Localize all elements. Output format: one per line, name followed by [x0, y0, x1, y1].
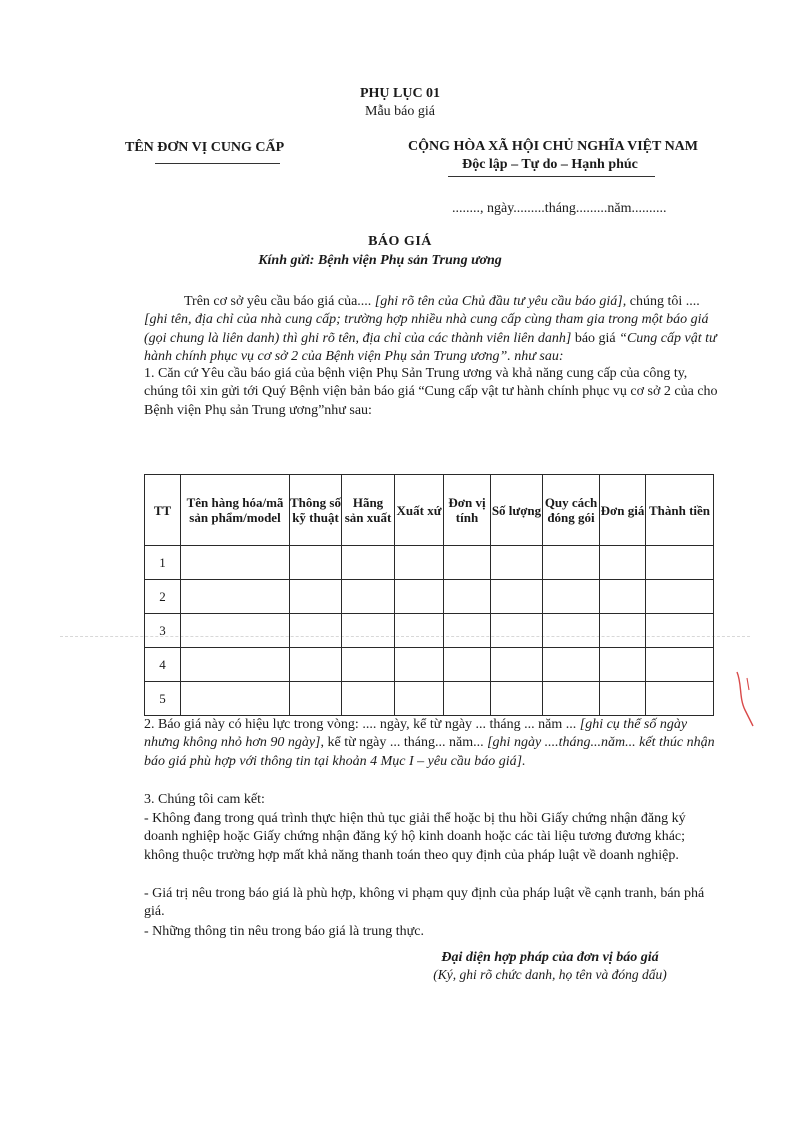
row-number: 4	[145, 648, 181, 682]
table-cell	[491, 648, 543, 682]
table-cell	[543, 614, 600, 648]
intro-paragraph	[144, 293, 719, 367]
table-cell	[342, 648, 395, 682]
table-cell	[181, 682, 290, 716]
table-cell	[491, 682, 543, 716]
table-cell	[444, 546, 491, 580]
validity-text-2: , kể từ ngày ... tháng... năm...	[320, 735, 488, 751]
table-cell	[181, 648, 290, 682]
intro-note-1: [ghi rõ tên của Chủ đầu tư yêu cầu báo giá],	[374, 294, 627, 309]
col-header-quantity: Số lượng	[491, 475, 543, 546]
validity-note-1: [ghi cụ thể số ngày nhưng không nhỏ hơn 90 ngày]	[144, 717, 688, 751]
table-cell	[444, 580, 491, 614]
table-cell	[491, 614, 543, 648]
table-cell	[290, 614, 342, 648]
table-cell	[395, 648, 444, 682]
supplier-underline	[155, 163, 280, 164]
commitment-item: - Không đang trong quá trình thực hiện thủ tục giải thể hoặc bị thu hồi Giấy chứng nhận đăng ký doanh nghiệp hoặc Giấy chứng nhận đăng ký hộ kinh doanh hoặc các tài liệu tương đương khác; không thuộc trường hợp mất khả năng thanh toán theo quy định của pháp luật về doanh nghiệp.	[144, 811, 686, 863]
table-cell	[342, 682, 395, 716]
col-header-specifications: Thông số kỹ thuật	[290, 475, 342, 546]
col-header-unit: Đơn vị tính	[444, 475, 491, 546]
table-cell	[181, 614, 290, 648]
table-row	[145, 546, 714, 580]
table-cell	[543, 546, 600, 580]
col-header-packaging: Quy cách đóng gói	[543, 475, 600, 546]
nation-heading: CỘNG HÒA XÃ HỘI CHỦ NGHĨA VIỆT NAM	[407, 139, 698, 154]
row-number: 2	[145, 580, 181, 614]
appendix-title: PHỤ LỤC 01	[359, 86, 441, 101]
col-header-origin: Xuất xứ	[395, 475, 444, 546]
table-cell	[600, 580, 646, 614]
intro-text-3: báo giá	[571, 330, 620, 346]
margin-pen-mark	[733, 668, 757, 728]
table-row	[145, 648, 714, 682]
table-cell	[395, 682, 444, 716]
col-header-product-name: Tên hàng hóa/mã sản phẩm/model	[181, 475, 290, 546]
table-cell	[342, 546, 395, 580]
table-cell	[444, 648, 491, 682]
table-cell	[290, 648, 342, 682]
validity-note-2: [ghi ngày ....tháng...năm... kết thúc nhận báo giá phù hợp với thông tin tại khoản 4 Mục I – yêu cầu báo giá].	[144, 735, 715, 769]
template-subtitle: Mẫu báo giá	[365, 104, 435, 119]
table-cell	[646, 580, 714, 614]
row-number: 3	[145, 614, 181, 648]
section-3-heading: 3. Chúng tôi cam kết:	[144, 792, 265, 807]
table-cell	[444, 682, 491, 716]
table-cell	[600, 546, 646, 580]
table-cell	[543, 648, 600, 682]
row-number: 5	[145, 682, 181, 716]
table-cell	[290, 682, 342, 716]
quotation-table	[144, 474, 714, 716]
col-header-unit-price: Đơn giá	[600, 475, 646, 546]
table-cell	[290, 580, 342, 614]
col-header-manufacturer: Hãng sản xuất	[342, 475, 395, 546]
table-cell	[181, 580, 290, 614]
table-cell	[646, 546, 714, 580]
table-cell	[395, 580, 444, 614]
table-cell	[181, 546, 290, 580]
section-1-paragraph: 1. Căn cứ Yêu cầu báo giá của bệnh viện Phụ Sản Trung ương và khả năng cung cấp của công ty, chúng tôi xin gửi tới Quý Bệnh viện bản báo giá “Cung cấp vật tư hành chính phục vụ cơ sở 2 của cho Bệnh viện Phụ sản Trung ương”như sau:	[144, 366, 718, 418]
national-motto: Độc lập – Tự do – Hạnh phúc	[462, 157, 638, 172]
table-cell	[444, 614, 491, 648]
intro-text-2: chúng tôi ....	[626, 294, 700, 309]
table-cell	[543, 682, 600, 716]
intro-text-1: Trên cơ sở yêu cầu báo giá của....	[184, 294, 375, 309]
table-cell	[491, 546, 543, 580]
table-header-row	[145, 475, 714, 546]
col-header-tt: TT	[145, 475, 181, 546]
table-cell	[543, 580, 600, 614]
signature-title: Đại diện hợp pháp của đơn vị báo giá	[441, 950, 659, 965]
table-cell	[342, 580, 395, 614]
commitment-item: - Những thông tin nêu trong báo giá là trung thực.	[144, 924, 424, 939]
document-title: BÁO GIÁ	[368, 234, 432, 249]
recipient-line: Kính gửi: Bệnh viện Phụ sản Trung ương	[258, 253, 502, 268]
table-cell	[600, 614, 646, 648]
col-header-total: Thành tiền	[646, 475, 714, 546]
motto-underline	[448, 176, 655, 177]
section-2-paragraph	[144, 716, 719, 771]
table-cell	[646, 648, 714, 682]
table-cell	[600, 682, 646, 716]
table-cell	[646, 614, 714, 648]
intro-note-2: [ghi tên, địa chỉ của nhà cung cấp; trường hợp nhiều nhà cung cấp cùng tham gia trong một báo giá (gọi chung là liên danh) thì ghi rõ tên, địa chỉ của các thành viên liên danh]	[144, 312, 709, 346]
intro-note-3: “Cung cấp vật tư hành chính phục vụ cơ sở 2 của Bệnh viện Phụ sản Trung ương”. như sau:	[144, 330, 717, 365]
commitment-item: - Giá trị nêu trong báo giá là phù hợp, không vi phạm quy định của pháp luật về cạnh tranh, bán phá giá.	[144, 886, 705, 920]
table-cell	[600, 648, 646, 682]
date-line: ........, ngày.........tháng.........năm..........	[452, 201, 667, 216]
table-row	[145, 614, 714, 648]
supplier-heading: TÊN ĐƠN VỊ CUNG CẤP	[125, 140, 285, 155]
table-row	[145, 580, 714, 614]
validity-text-1: 2. Báo giá này có hiệu lực trong vòng: .... ngày, kể từ ngày ... tháng ... năm ...	[144, 717, 580, 732]
table-cell	[646, 682, 714, 716]
table-cell	[395, 546, 444, 580]
table-row	[145, 682, 714, 716]
signature-note: (Ký, ghi rõ chức danh, họ tên và đóng dấu)	[433, 967, 667, 982]
table-cell	[290, 546, 342, 580]
table-cell	[342, 614, 395, 648]
row-number: 1	[145, 546, 181, 580]
table-cell	[395, 614, 444, 648]
table-cell	[491, 580, 543, 614]
